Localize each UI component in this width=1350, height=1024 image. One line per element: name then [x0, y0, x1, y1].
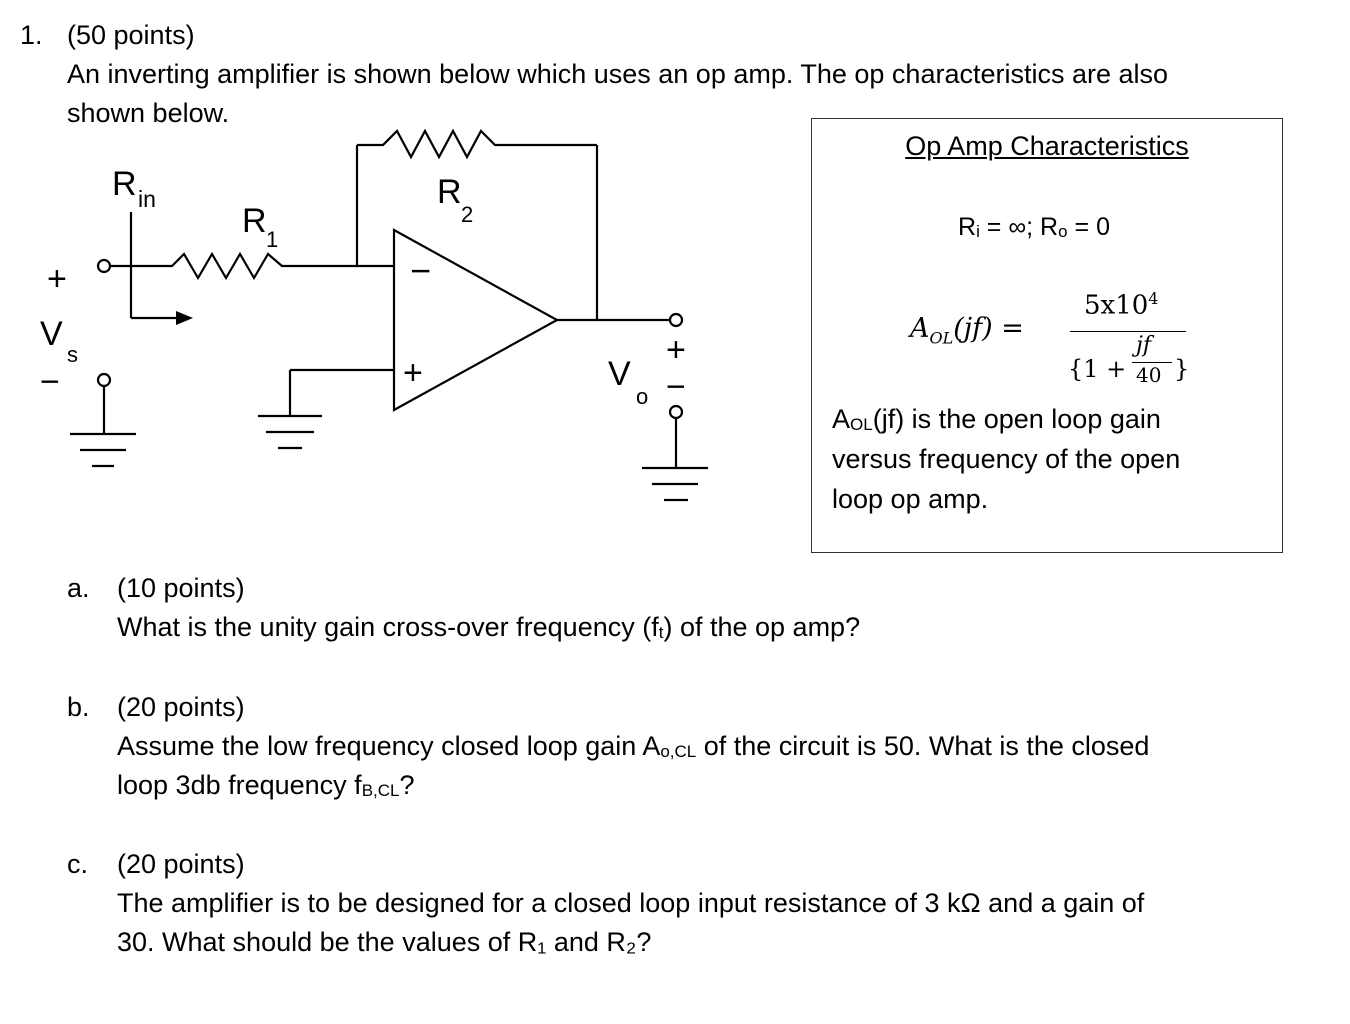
- arrow-head: [176, 311, 193, 325]
- part-c-points: (20 points): [117, 849, 245, 879]
- desc-line1: $A_{OL}(jf)$ is the open loop gain: [832, 404, 1161, 434]
- inverting-amplifier-schematic: [0, 110, 790, 510]
- vs-plus-terminal: [98, 260, 110, 272]
- desc-line3: loop op amp.: [832, 484, 989, 514]
- r2-label: R: [437, 173, 462, 211]
- vs-label: V: [40, 315, 63, 353]
- vo-minus-terminal: [670, 406, 682, 418]
- part-c-question-line2: 30. What should be the values of R₁ and R₂?: [117, 927, 652, 957]
- part-c-question-line1: The amplifier is to be designed for a closed loop input resistance of 3 kΩ and a gain of: [117, 888, 1145, 918]
- vo-sub: o: [636, 384, 649, 409]
- desc-line2: versus frequency of the open: [832, 444, 1181, 474]
- r1-resistor: [160, 254, 290, 278]
- vs-sub: s: [67, 342, 78, 367]
- part-a-points: (10 points): [117, 573, 245, 603]
- vo-plus: +: [666, 331, 686, 369]
- box-title: Op Amp Characteristics: [905, 131, 1189, 161]
- part-b-points: (20 points): [117, 692, 245, 722]
- equation-denominator-left: {1 +: [1068, 355, 1127, 383]
- rin-label: R: [112, 165, 137, 203]
- rin-sub: in: [138, 186, 156, 212]
- r2-sub: 2: [461, 202, 474, 227]
- r1-sub: 1: [266, 227, 279, 252]
- noninverting-input-sign: +: [403, 354, 423, 392]
- part-c-letter: c.: [67, 849, 89, 879]
- vo-minus: −: [666, 368, 686, 406]
- r1-label: R: [242, 202, 267, 240]
- equation-inner-numerator: jf: [1136, 333, 1151, 358]
- question-points: (50 points): [67, 20, 195, 50]
- vs-minus-terminal: [98, 374, 110, 386]
- part-a-question: What is the unity gain cross-over frequency $(f_t)$ of the op amp?: [117, 612, 861, 642]
- equation-denominator-right: }: [1174, 355, 1190, 383]
- question-number: 1.: [20, 20, 43, 50]
- part-b-question-line1: Assume the low frequency closed loop gain $A_{o,CL}$ of the circuit is 50. What is the closed: [117, 731, 1150, 761]
- equation-lhs: $A_{OL}(jf)$ =: [910, 313, 1024, 348]
- part-b-question-line2: loop 3db frequency $f_{B,CL}$?: [117, 770, 415, 800]
- equation-inner-denominator: 40: [1136, 363, 1162, 387]
- r2-resistor: [357, 131, 597, 157]
- part-b-letter: b.: [67, 692, 90, 722]
- equation-numerator: $5x10^4$: [1084, 289, 1159, 321]
- part-a-letter: a.: [67, 573, 90, 603]
- equation-fraction-bar: [1070, 331, 1186, 332]
- inverting-input-sign: −: [410, 250, 432, 291]
- op-amp-characteristics-box: [811, 118, 1283, 553]
- vo-label: V: [608, 355, 631, 393]
- vs-minus: −: [40, 363, 60, 401]
- question-intro-line1: An inverting amplifier is shown below which uses an op amp. The op characteristics are also: [67, 59, 1169, 89]
- vs-plus: +: [47, 260, 67, 298]
- question-intro-line2: shown below.: [67, 98, 230, 128]
- vo-plus-terminal: [670, 314, 682, 326]
- op-amp-params: $R_i$ = ∞; $R_o = 0$: [958, 213, 1110, 241]
